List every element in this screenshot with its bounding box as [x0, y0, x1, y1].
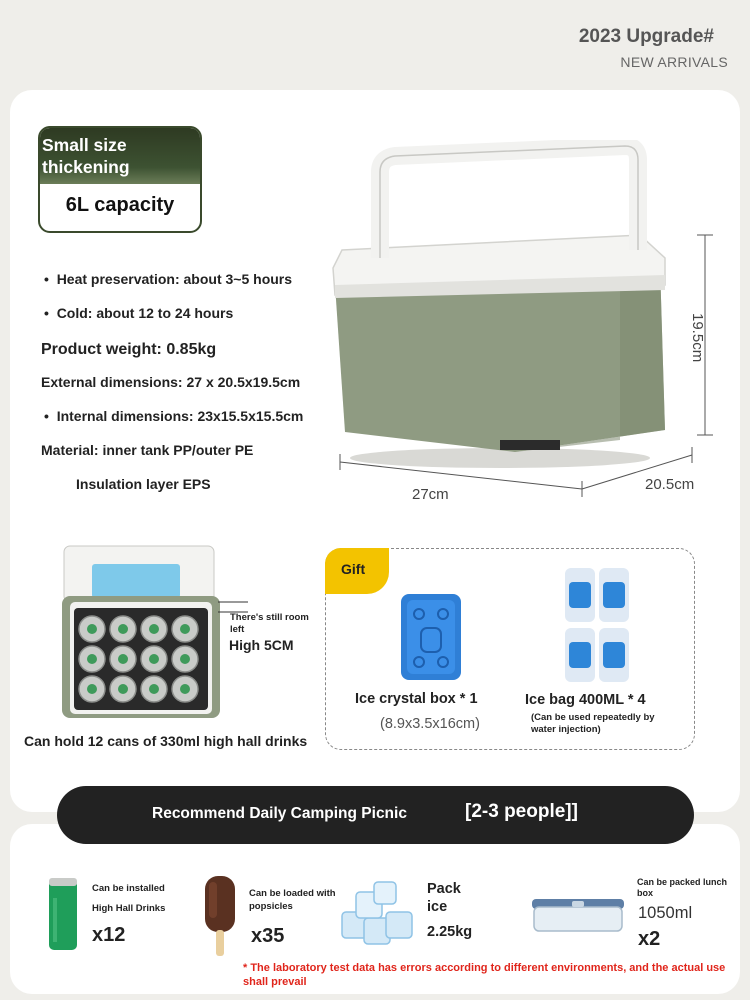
- gift-tag: Gift: [325, 548, 389, 594]
- recommend-banner: [57, 786, 694, 844]
- spec-external: External dimensions: 27 x 20.5x19.5cm: [41, 374, 301, 390]
- spec-insulation: Insulation layer EPS: [76, 476, 211, 492]
- high-5cm-label: High 5CM: [229, 637, 294, 653]
- width-dimension: 20.5cm: [645, 476, 695, 493]
- size-tag-line2: thickening: [42, 157, 130, 177]
- spec-material: Material: inner tank PP/outer PE: [41, 442, 254, 458]
- banner-recommend-text: Recommend Daily Camping Picnic: [152, 805, 407, 822]
- lunch-box-icon: [530, 895, 626, 935]
- lunch-box-count: x2: [638, 928, 661, 950]
- lunch-box-note: Can be packed lunch box: [637, 877, 728, 898]
- popsicle-note: Can be loaded with popsicles: [249, 888, 336, 912]
- popsicle-icon: [203, 874, 237, 958]
- ice-crystal-box-size: (8.9x3.5x16cm): [380, 716, 480, 732]
- ice-bag-icon: [562, 566, 632, 684]
- spec-heat-text: Heat preservation: about 3~5 hours: [56, 271, 293, 287]
- new-arrivals-label: NEW ARRIVALS: [620, 54, 728, 70]
- ice-line1: Pack: [427, 881, 461, 897]
- ice-bag-note: (Can be used repeatedly by water injection): [531, 712, 655, 735]
- height-dimension: 19.5cm: [689, 313, 706, 363]
- ice-bag-label: Ice bag 400ML * 4: [525, 692, 646, 708]
- popsicle-count: x35: [251, 925, 285, 947]
- cans-caption: Can hold 12 cans of 330ml high hall drinks: [24, 733, 308, 749]
- cooler-illustration: [320, 140, 740, 520]
- ice-weight: 2.25kg: [427, 924, 473, 940]
- size-tag-header: [40, 128, 200, 184]
- capacity-tag: [38, 126, 202, 233]
- drinks-note-line1: Can be installed: [92, 883, 165, 894]
- upgrade-title: 2023 Upgrade#: [578, 26, 714, 47]
- spec-internal: • Internal dimensions: 23x15.5x15.5cm: [44, 408, 304, 424]
- ice-cubes-icon: [338, 878, 416, 950]
- drinks-count: x12: [92, 924, 126, 946]
- ice-crystal-box-icon: [399, 592, 463, 682]
- banner-people-text: [2-3 people]]: [465, 801, 578, 822]
- drinks-note-line2: High Hall Drinks: [92, 903, 166, 914]
- size-tag-line1: Small size: [42, 135, 127, 155]
- length-dimension: 27cm: [412, 486, 449, 503]
- ice-line2: ice: [427, 899, 448, 915]
- spec-cold-text: Cold: about 12 to 24 hours: [56, 305, 234, 321]
- spec-heat: • Heat preservation: about 3~5 hours: [44, 271, 293, 287]
- spec-weight: Product weight: 0.85kg: [41, 341, 217, 358]
- ice-crystal-box-label: Ice crystal box * 1: [355, 691, 478, 707]
- room-left-note: There's still room left: [230, 612, 309, 635]
- lunch-box-volume: 1050ml: [638, 904, 693, 922]
- capacity-value: 6L capacity: [65, 194, 175, 216]
- drink-can-icon: [46, 876, 80, 952]
- spec-cold: • Cold: about 12 to 24 hours: [44, 305, 234, 321]
- disclaimer-text: * The laboratory test data has errors according to different environments, and the actual use shall prevail: [243, 962, 726, 988]
- cans-in-cooler-illustration: [62, 544, 220, 722]
- spec-internal-text: Internal dimensions: 23x15.5x15.5cm: [56, 408, 304, 424]
